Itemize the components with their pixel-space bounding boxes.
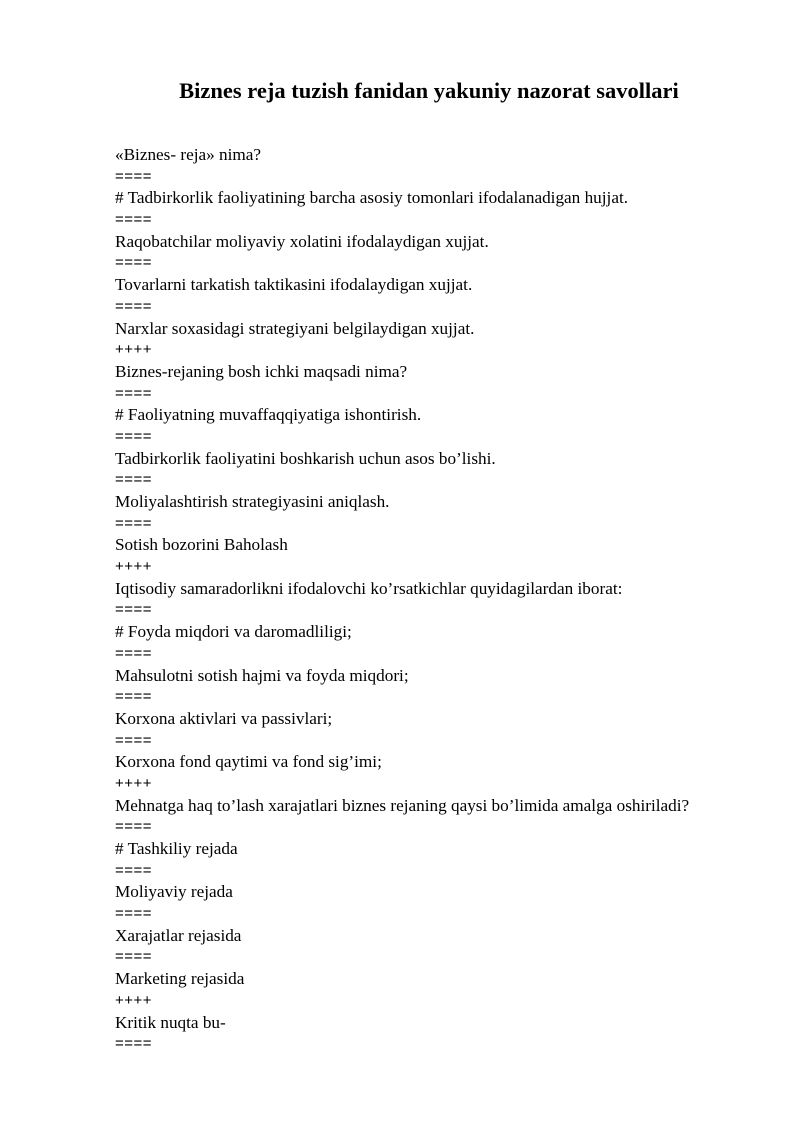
document-text-line: Narxlar soxasidagi strategiyani belgilaydigan xujjat. (115, 318, 475, 338)
separator-line: ==== (115, 297, 153, 315)
document-text-line: «Biznes- reja» nima? (115, 145, 262, 164)
document-text-line: Korxona fond qaytimi va fond sig’imi; (115, 752, 382, 772)
document-text-line: Mahsulotni sotish hajmi va foyda miqdori; (115, 665, 409, 685)
document-text-line: Mehnatga haq to’lash xarajatlari biznes rejaning qaysi bo’limida amalga oshiriladi? (115, 795, 690, 815)
document-text-line: Xarajatlar rejasida (115, 925, 242, 945)
separator-line: ==== (115, 818, 153, 836)
document-title: Biznes reja tuzish fanidan yakuniy nazorat savollari (179, 78, 679, 103)
document-text-line: Raqobatchilar moliyaviy xolatini ifodalaydigan xujjat. (115, 231, 489, 251)
separator-line: ==== (115, 905, 153, 923)
document-text-line: Tovarlarni tarkatish taktikasini ifodalaydigan xujjat. (115, 275, 473, 295)
separator-line: ==== (115, 384, 153, 402)
separator-line: ==== (115, 861, 153, 879)
separator-line: ++++ (115, 991, 153, 1009)
document-text-line: Sotish bozorini Baholash (115, 535, 288, 555)
separator-line: ==== (115, 731, 153, 749)
document-text-line: Moliyaviy rejada (115, 882, 233, 902)
separator-line: ==== (115, 167, 153, 185)
document-text-line: Marketing rejasida (115, 969, 245, 989)
separator-line: ==== (115, 601, 153, 619)
document-text-line: Korxona aktivlari va passivlari; (115, 708, 333, 728)
separator-line: ==== (115, 688, 153, 706)
document-text-line: # Tashkiliy rejada (115, 839, 238, 858)
document-text-line: Iqtisodiy samaradorlikni ifodalovchi ko’rsatkichlar quyidagilardan iborat: (115, 578, 623, 598)
document-text-line: Tadbirkorlik faoliyatini boshkarish uchun asos bo’lishi. (115, 448, 496, 468)
document-text-line: Kritik nuqta bu- (115, 1012, 226, 1032)
separator-line: ++++ (115, 341, 153, 359)
separator-line: ==== (115, 514, 153, 532)
separator-line: ==== (115, 471, 153, 489)
document-text-line: # Faoliyatning muvaffaqqiyatiga ishontirish. (115, 405, 422, 425)
document-body (115, 144, 795, 1055)
separator-line: ++++ (115, 774, 153, 792)
document-text-line: # Tadbirkorlik faoliyatining barcha asosiy tomonlari ifodalanadigan hujjat. (115, 188, 629, 208)
document-text-line: # Foyda miqdori va daromadliligi; (115, 622, 352, 642)
separator-line: ==== (115, 211, 153, 229)
separator-line: ++++ (115, 558, 153, 576)
separator-line: ==== (115, 427, 153, 445)
document-text-line: Biznes-rejaning bosh ichki maqsadi nima? (115, 361, 408, 381)
separator-line: ==== (115, 254, 153, 272)
separator-line: ==== (115, 644, 153, 662)
separator-line: ==== (115, 948, 153, 966)
document-text-line: Moliyalashtirish strategiyasini aniqlash. (115, 492, 390, 511)
separator-line: ==== (115, 1035, 153, 1053)
